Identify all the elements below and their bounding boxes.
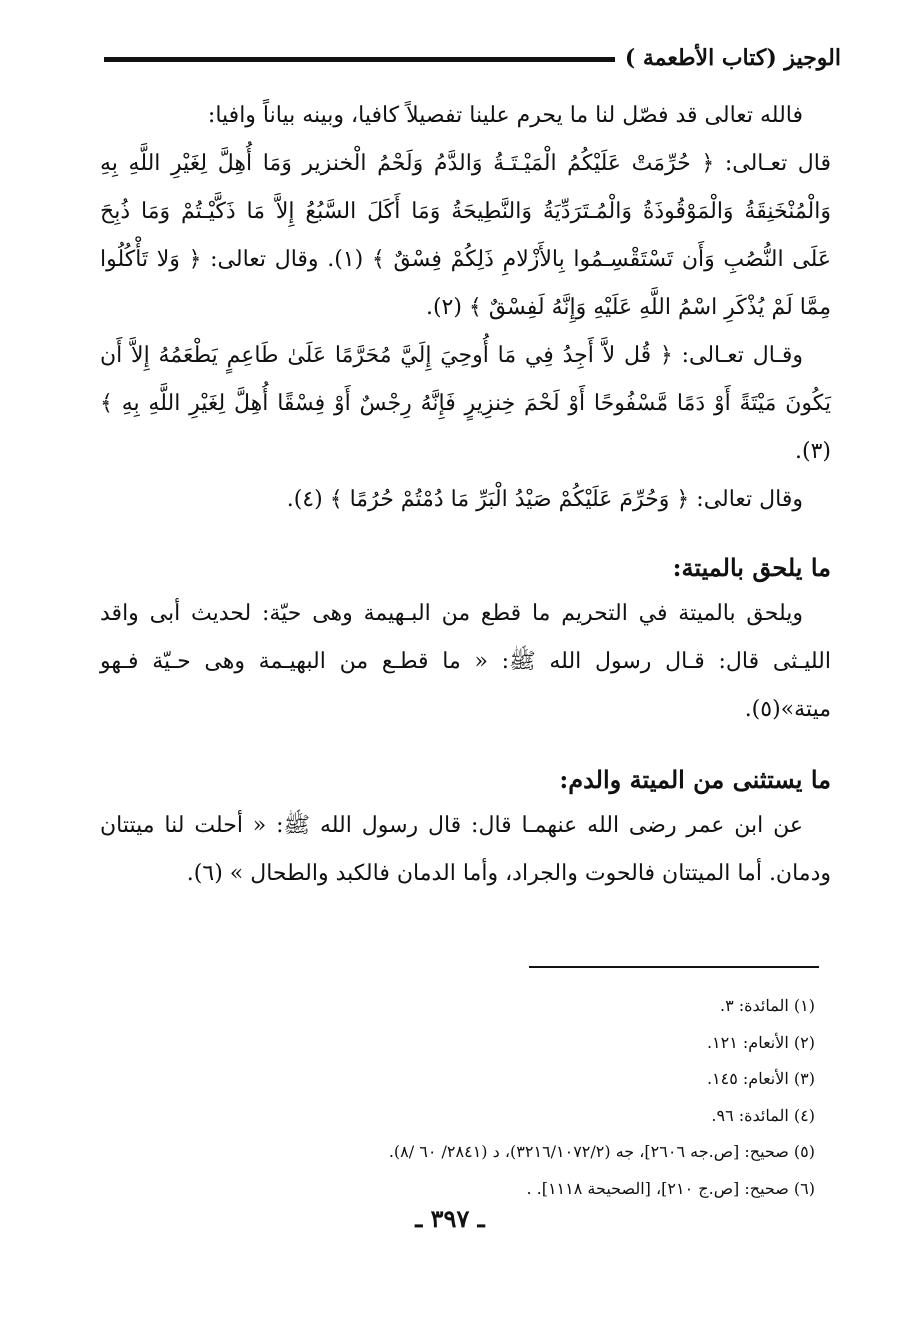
- footnotes: [100, 988, 815, 1207]
- footnote-separator: [529, 966, 819, 968]
- paragraph-quran-verses-3: وقال تعالى: ﴿ وَحُرِّمَ عَلَيْكُمْ صَيْدُ الْبَرِّ مَا دُمْتُمْ حُرُمًا ﴾ (٤).: [286, 487, 803, 512]
- footnote-2: (٢) الأنعام: ١٢١.: [706, 1032, 815, 1052]
- header-rule: [104, 57, 615, 62]
- paragraph-quran-verses-1: قال تعـالى: ﴿ حُرِّمَتْ عَلَيْكُمُ الْمَيْـتَـةُ وَالدَّمُ وَلَحْمُ الْخنزير وَمَا أُهِلَّ لِغَيْرِ اللَّهِ بِهِ وَالْمُنْخَنِقَةُ وَالْمَوْقُوذَةُ وَالْمُـتَرَدِّيَةُ وَالنَّطِيحَةُ وَمَا أَكَلَ السَّبُعُ إِلاَّ مَا ذَكَّيْـتُمْ وَمَا ذُبِحَ عَلَى النُّصُبِ وَأَن تَسْتَقْسِـمُوا بِالأَزْلامِ ذَلِكُمْ فِسْقٌ ﴾ (١). وقال تعالى: ﴿ وَلا تَأْكُلُوا مِمَّا لَمْ يُذْكَرِ اسْمُ اللَّهِ عَلَيْهِ وَإِنَّهُ لَفِسْقٌ ﴾ (٢).: [100, 151, 831, 320]
- footnote-6: (٦) صحيح: [ص.ج ٢١٠]، [الصحيحة ١١١٨]. .: [526, 1178, 815, 1198]
- footnote-5: (٥) صحيح: [ص.جه ٢٦٠٦]، جه (٣٢١٦/١٠٧٢/٢)، د (٢٨٤١/ ٦٠ /٨).: [388, 1142, 815, 1161]
- main-text: [100, 92, 831, 898]
- footnote-1: (١) المائدة: ٣.: [719, 996, 815, 1015]
- header-title: الوجيز (كتاب الأطعمة ): [624, 45, 841, 71]
- section-text-exceptions: عن ابن عمر رضى الله عنهمـا قال: قال رسول الله ﷺ: « أحلت لنا ميتتان ودمان. أما الميتتان فالحوت والجراد، وأما الدمان فالكبد والطحال » (٦).: [100, 813, 831, 886]
- page-number: ـ ٣٩٧ ـ: [415, 1204, 485, 1233]
- running-header: [104, 40, 841, 76]
- section-heading-carrion-attachments: ما يلحق بالميتة:: [672, 553, 831, 582]
- section-heading-exceptions: ما يستثنى من الميتة والدم:: [559, 765, 831, 794]
- paragraph-intro: فالله تعالى قد فصّل لنا ما يحرم علينا تفصيلاً كافيا، وبينه بياناً وافيا:: [207, 103, 803, 128]
- footnote-3: (٣) الأنعام: ١٤٥.: [706, 1069, 815, 1088]
- footnote-4: (٤) المائدة: ٩٦.: [711, 1105, 815, 1125]
- paragraph-quran-verses-2: وقـال تعـالى: ﴿ قُل لاَّ أَجِدُ فِي مَا أُوحِيَ إِلَيَّ مُحَرَّمًا عَلَىٰ طَاعِمٍ يَطْعَمُهُ إِلاَّ أَن يَكُونَ مَيْتَةً أَوْ دَمًا مَّسْفُوحًا أَوْ لَحْمَ خِنزِيرٍ فَإِنَّهُ رِجْسٌ أَوْ فِسْقًا أُهِلَّ لِغَيْرِ اللَّهِ بِهِ ﴾(٣).: [100, 343, 831, 464]
- section-text-carrion-attachments: ويلحق بالميتة في التحريم ما قطع من البـهيمة وهى حيّة: لحديث أبى واقد الليـثى قال: قـال رسول الله ﷺ: « ما قطـع من البهيـمة وهى حـيّة فـهو ميتة»(٥).: [100, 601, 831, 722]
